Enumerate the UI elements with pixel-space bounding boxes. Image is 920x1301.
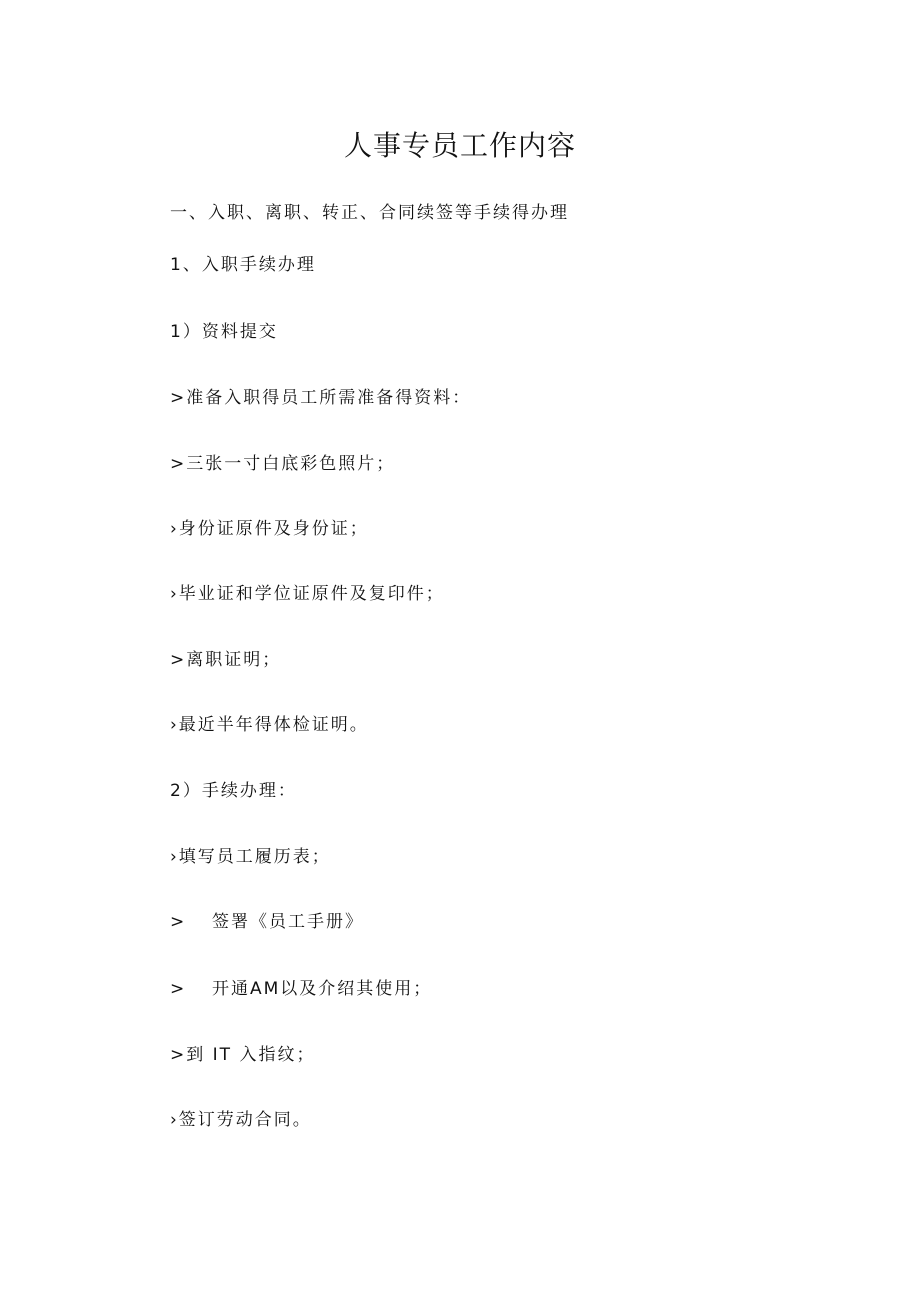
list-item: >到 IT 入指纹； xyxy=(170,1045,316,1065)
list-item: >准备入职得员工所需准备得资料： xyxy=(170,388,472,408)
list-item xyxy=(170,907,364,932)
document-title: 人事专员工作内容 xyxy=(343,129,576,162)
list-item: ›毕业证和学位证原件及复印件； xyxy=(170,584,445,604)
step-heading: 1）资料提交 xyxy=(170,322,278,342)
list-item: >三张一寸白底彩色照片； xyxy=(170,454,396,474)
list-item: ›最近半年得体检证明。 xyxy=(170,715,369,735)
list-item: ›填写员工履历表； xyxy=(170,847,331,867)
list-item-text: 开通AM以及介绍其使用； xyxy=(212,979,433,999)
list-item: >离职证明； xyxy=(170,650,282,670)
list-item xyxy=(170,974,432,999)
list-item-text: 签署《员工手册》 xyxy=(212,912,364,932)
section-heading: 一、入职、离职、转正、合同续签等手续得办理 xyxy=(170,203,569,223)
list-marker: > xyxy=(170,979,187,999)
list-item: ›签订劳动合同。 xyxy=(170,1110,312,1130)
subsection-heading: 1、入职手续办理 xyxy=(170,255,316,275)
list-item: ›身份证原件及身份证； xyxy=(170,519,369,539)
list-marker: > xyxy=(170,912,187,932)
step-heading: 2）手续办理： xyxy=(170,781,297,801)
